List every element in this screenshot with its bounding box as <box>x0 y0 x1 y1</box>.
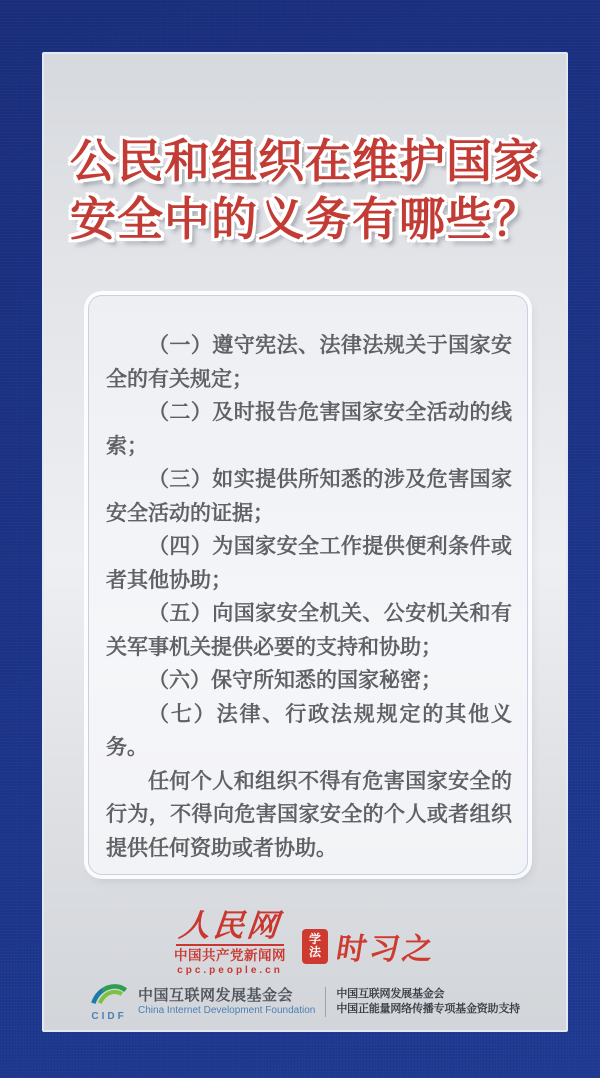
cidf-acronym-label: CIDF <box>91 1011 127 1022</box>
xuefa-badge-char2: 法 <box>308 945 321 959</box>
law-item-5: （五）向国家安全机关、公安机关和有关军事机关提供必要的支持和协助； <box>106 602 512 659</box>
cidf-arcs-icon <box>90 981 128 1005</box>
peoples-daily-wordmark: 人民网 <box>177 908 283 943</box>
shixizhi-wordmark: 时习之 <box>333 933 439 966</box>
peoples-daily-rule <box>176 944 284 946</box>
poster-title-line2: 安全中的义务有哪些？ <box>70 193 540 245</box>
cidf-name-cn: 中国互联网发展基金会 <box>138 986 294 1004</box>
cidf-names <box>138 987 315 1017</box>
poster-title-line1: 公民和组织在维护国家 <box>70 135 540 187</box>
law-item-4: （四）为国家安全工作提供便利条件或者其他协助； <box>106 535 512 592</box>
peoples-daily-logo <box>174 910 286 977</box>
law-item-6: （六）保守所知悉的国家秘密； <box>148 669 442 692</box>
cidf-name-en: China Internet Development Foundation <box>138 1004 316 1016</box>
law-item-2: （二）及时报告危害国家安全活动的线索； <box>106 401 512 458</box>
law-closing-paragraph: 任何个人和组织不得有危害国家安全的行为，不得向危害国家安全的个人或者组织提供任何资助或者协助。 <box>106 769 512 860</box>
funding-support-line2: 中国正能量网络传播专项基金资助支持 <box>336 1002 520 1015</box>
cpc-news-site-name: 中国共产党新闻网 <box>174 948 286 963</box>
funding-support-text <box>336 987 520 1016</box>
cidf-logo <box>90 981 128 1022</box>
footer-logo-row <box>44 910 566 977</box>
foundation-divider <box>325 987 326 1017</box>
funding-support-line1: 中国互联网发展基金会 <box>336 988 445 1000</box>
cpc-news-domain: cpc.people.cn <box>177 965 283 976</box>
law-item-7: （七）法律、行政法规规定的其他义务。 <box>106 702 512 759</box>
xuefa-shixizhi-logo <box>302 924 439 968</box>
poster-title <box>44 132 566 248</box>
poster-card <box>42 52 568 1032</box>
xuefa-badge-char1: 学 <box>308 931 321 946</box>
foundation-credit-row <box>44 981 566 1022</box>
law-item-3: （三）如实提供所知悉的涉及危害国家安全活动的证据； <box>106 468 512 525</box>
law-obligations-box <box>88 295 528 875</box>
xuefa-badge <box>302 929 328 964</box>
law-item-1: （一）遵守宪法、法律法规关于国家安全的有关规定； <box>106 334 512 391</box>
